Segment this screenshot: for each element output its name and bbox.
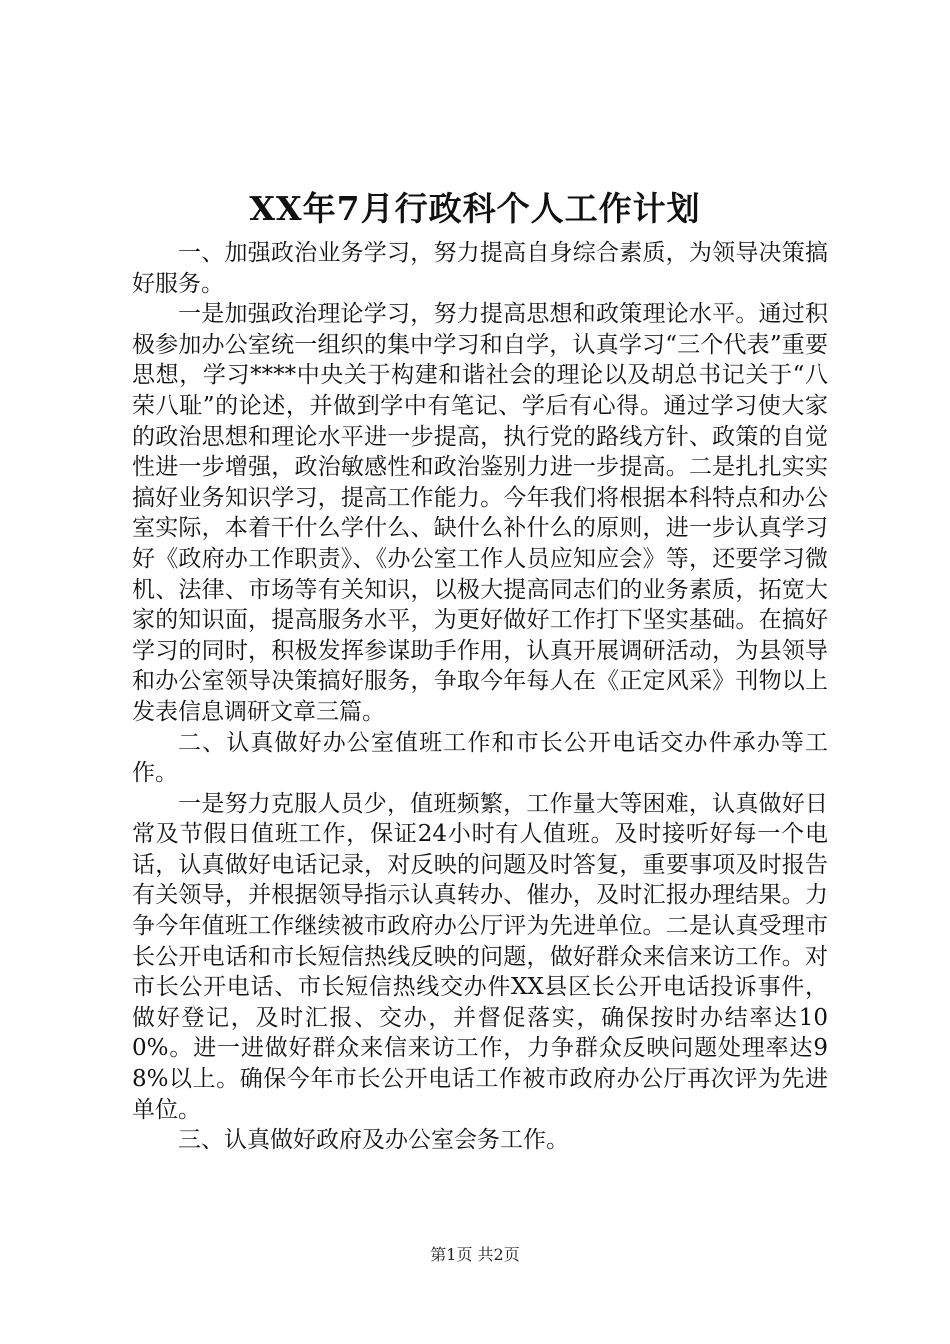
paragraph-2: 一是加强政治理论学习，努力提高思想和政策理论水平。通过积极参加办公室统一组织的集中学习和自学，认真学习“三个代表”重要思想，学习****中央关于构建和谐社会的理论以及胡总书记关于“八荣八耻”的论述，并做到学中有笔记、学后有心得。通过学习使大家的政治思想和理论水平进一步提高，执行党的路线方针、政策的自觉性进一步增强，政治敏感性和政治鉴别力进一步提高。二是扎扎实实搞好业务知识学习，提高工作能力。今年我们将根据本科特点和办公室实际，本着干什么学什么、缺什么补什么的原则，进一步认真学习好《政府办工作职责》、《办公室工作人员应知应会》等，还要学习微机、法律、市场等有关知识，以极大提高同志们的业务素质，拓宽大家的知识面，提高服务水平，为更好做好工作打下坚实基础。在搞好学习的同时，积极发挥参谋助手作用，认真开展调研活动，为县领导和办公室领导决策搞好服务，争取今年每人在《正定风采》刊物以上发表信息调研文章三篇。 [132,301,828,725]
document-title: XX年7月行政科个人工作计划 [249,189,701,228]
paragraph-3: 二、认真做好办公室值班工作和市长公开电话交办件承办等工作。 [132,729,828,787]
paragraph-4: 一是努力克服人员少，值班频繁，工作量大等困难，认真做好日常及节假日值班工作，保证24小时有人值班。及时接听好每一个电话，认真做好电话记录，对反映的问题及时答复，重要事项及时报告有关领导，并根据领导指示认真转办、催办，及时汇报办理结果。力争今年值班工作继续被市政府办公厅评为先进单位。二是认真受理市长公开电话和市长短信热线反映的问题，做好群众来信来访工作。对市长公开电话、市长短信热线交办件XX县区长公开电话投诉事件，做好登记，及时汇报、交办，并督促落实，确保按时办结率达100%。进一进做好群众来信来访工作，力争群众反映问题处理率达98%以上。确保今年市长公开电话工作被市政府办公厅再次评为先进单位。 [132,790,828,1123]
page-footer: 第1页 共2页 [430,1245,520,1264]
paragraph-1: 一、加强政治业务学习，努力提高自身综合素质，为领导决策搞好服务。 [132,240,828,297]
document-body [132,238,828,1156]
paragraph-5: 三、认真做好政府及办公室会务工作。 [178,1127,569,1154]
